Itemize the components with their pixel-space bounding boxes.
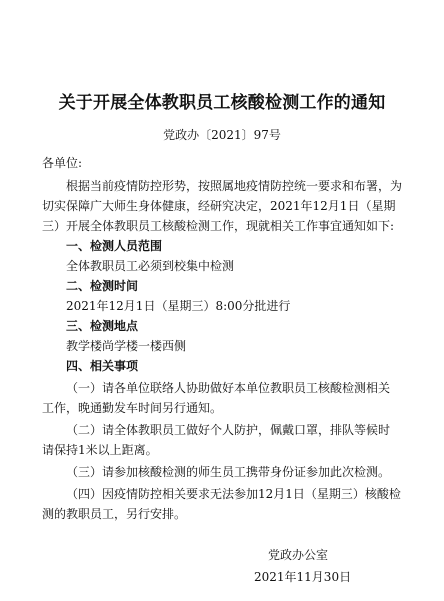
section-4-line-2: 工作，晚通勤发车时间另行通知。 xyxy=(42,401,223,415)
section-heading-2: 二、检测时间 xyxy=(66,279,139,293)
intro-line-3: 三）开展全体教职员工核酸检测工作，现就相关工作事宜通知如下: xyxy=(42,219,395,233)
document-number: 党政办〔2021〕97号 xyxy=(163,128,281,142)
section-3-line-1: 教学楼尚学楼一楼西侧 xyxy=(66,339,187,353)
section-4-line-5: （三）请参加核酸检测的师生员工携带身份证参加此次检测。 xyxy=(66,465,391,479)
salutation: 各单位: xyxy=(42,156,83,170)
section-4-line-4: 请保持1米以上距离。 xyxy=(42,443,158,457)
section-4-line-6: （四）因疫情防控相关要求无法参加12月1日（星期三）核酸检 xyxy=(66,487,401,501)
intro-line-1: 根据当前疫情防控形势，按照属地疫情防控统一要求和布署，为 xyxy=(66,179,403,193)
section-1-line-1: 全体教职员工必须到校集中检测 xyxy=(66,259,235,273)
issuer-name: 党政办公室 xyxy=(268,548,329,562)
section-4-line-7: 测的教职员工，另行安排。 xyxy=(42,507,187,521)
section-heading-1: 一、检测人员范围 xyxy=(66,239,163,253)
section-4-line-1: （一）请各单位联络人协助做好本单位教职员工核酸检测相关 xyxy=(66,381,391,395)
section-heading-3: 三、检测地点 xyxy=(66,319,139,333)
issue-date: 2021年11月30日 xyxy=(254,570,352,584)
section-4-line-3: （二）请全体教职员工做好个人防护，佩戴口罩，排队等候时 xyxy=(66,423,391,437)
document-title: 关于开展全体教职员工核酸检测工作的通知 xyxy=(58,93,386,113)
section-heading-4: 四、相关事项 xyxy=(66,359,139,373)
intro-line-2: 切实保障广大师生身体健康，经研究决定，2021年12月1日（星期 xyxy=(42,199,396,213)
section-2-line-1: 2021年12月1日（星期三）8:00分批进行 xyxy=(66,299,291,313)
